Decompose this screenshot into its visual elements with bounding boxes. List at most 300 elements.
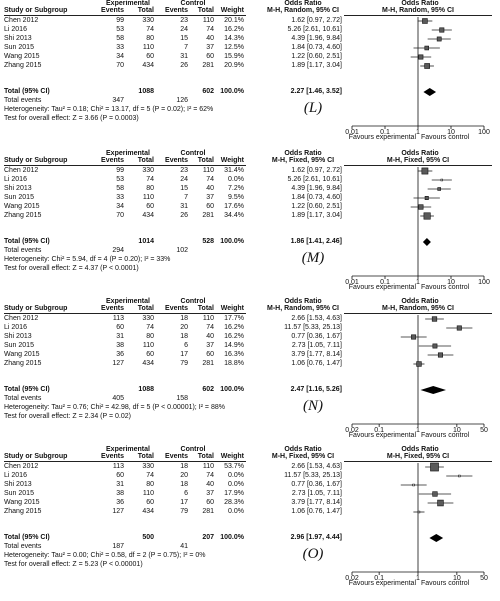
study-odds-ratio: 3.79 [1.77, 8.14] xyxy=(291,351,342,358)
study-weight: 28.3% xyxy=(224,499,244,506)
study-events-ctl: 31 xyxy=(180,203,188,210)
axis-tick-label: 0.01 xyxy=(345,129,359,136)
axis-tick-label: 0.1 xyxy=(374,575,384,582)
column-total-ctl: Total xyxy=(197,157,214,164)
study-name: Chen 2012 xyxy=(4,463,39,470)
study-name: Shi 2013 xyxy=(4,35,32,42)
study-events-exp: 38 xyxy=(116,490,124,497)
study-total-ctl: 74 xyxy=(206,324,214,331)
study-total-exp: 74 xyxy=(146,26,154,33)
axis-tick-label: 0.1 xyxy=(374,427,384,434)
group-header-control: Control xyxy=(180,150,206,157)
odds-ratio-plot-header: Odds Ratio xyxy=(401,446,439,453)
study-point-marker xyxy=(440,28,444,32)
column-events-ctl: Events xyxy=(165,453,188,460)
study-events-ctl: 24 xyxy=(180,176,188,183)
group-header-experimental: Experimental xyxy=(106,150,150,157)
study-total-ctl: 37 xyxy=(206,490,214,497)
study-odds-ratio: 2.73 [1.05, 7.11] xyxy=(291,342,342,349)
study-total-exp: 60 xyxy=(146,203,154,210)
column-total-ctl: Total xyxy=(197,453,214,460)
study-name: Sun 2015 xyxy=(4,490,34,497)
study-events-ctl: 6 xyxy=(184,342,188,349)
column-total-ctl: Total xyxy=(197,305,214,312)
study-events-exp: 127 xyxy=(112,508,124,515)
study-weight: 16.2% xyxy=(224,324,244,331)
study-events-ctl: 15 xyxy=(180,185,188,192)
axis-tick-label: 0.01 xyxy=(345,279,359,286)
column-study: Study or Subgroup xyxy=(4,7,68,14)
study-name: Chen 2012 xyxy=(4,17,39,24)
odds-ratio-plot-header: Odds Ratio xyxy=(401,150,439,157)
total-events-ctl: 126 xyxy=(176,97,188,104)
study-name: Li 2016 xyxy=(4,324,27,331)
study-name: Shi 2013 xyxy=(4,333,32,340)
column-method: M-H, Fixed, 95% CI xyxy=(271,453,335,460)
overall-effect-text: Test for overall effect: Z = 5.23 (P < 0.00001) xyxy=(4,561,143,568)
study-total-ctl: 110 xyxy=(202,167,214,174)
axis-tick-label: 100 xyxy=(478,279,490,286)
study-point-marker xyxy=(417,362,422,367)
study-odds-ratio: 1.84 [0.73, 4.60] xyxy=(291,194,342,201)
study-events-ctl: 20 xyxy=(180,472,188,479)
study-total-ctl: 110 xyxy=(202,463,214,470)
plot-method: M-H, Random, 95% CI xyxy=(382,305,454,312)
study-total-exp: 60 xyxy=(146,53,154,60)
study-total-exp: 434 xyxy=(142,360,154,367)
study-name: Zhang 2015 xyxy=(4,508,42,515)
axis-tick-label: 1 xyxy=(416,575,420,582)
study-total-exp: 110 xyxy=(142,490,154,497)
study-total-exp: 434 xyxy=(142,62,154,69)
study-total-ctl: 74 xyxy=(206,176,214,183)
forest-panel xyxy=(0,448,500,598)
overall-effect-text: Test for overall effect: Z = 2.34 (P = 0.02) xyxy=(4,413,131,420)
study-odds-ratio: 1.84 [0.73, 4.60] xyxy=(291,44,342,51)
study-events-exp: 60 xyxy=(116,324,124,331)
total-events-exp: 347 xyxy=(112,97,124,104)
study-weight: 9.5% xyxy=(228,194,244,201)
group-header-experimental: Experimental xyxy=(106,298,150,305)
study-total-ctl: 60 xyxy=(206,203,214,210)
heterogeneity-text: Heterogeneity: Tau² = 0.76; Chi² = 42.98, df = 5 (P < 0.00001); I² = 88% xyxy=(4,404,225,411)
study-point-marker xyxy=(419,55,423,59)
total-odds-ratio: 1.86 [1.41, 2.46] xyxy=(290,238,342,245)
study-point-marker xyxy=(433,344,437,348)
study-odds-ratio: 4.39 [1.96, 9.84] xyxy=(291,35,342,42)
study-events-exp: 113 xyxy=(112,315,124,322)
study-total-exp: 110 xyxy=(142,194,154,201)
study-total-ctl: 74 xyxy=(206,26,214,33)
overall-effect-text: Test for overall effect: Z = 4.37 (P < 0.0001) xyxy=(4,265,139,272)
study-events-ctl: 6 xyxy=(184,490,188,497)
pooled-effect-diamond xyxy=(423,238,431,246)
study-odds-ratio: 2.73 [1.05, 7.11] xyxy=(291,490,342,497)
column-events-exp: Events xyxy=(101,157,124,164)
plot-method: M-H, Random, 95% CI xyxy=(382,7,454,14)
study-events-ctl: 7 xyxy=(184,44,188,51)
study-total-ctl: 40 xyxy=(206,481,214,488)
study-odds-ratio: 0.77 [0.36, 1.67] xyxy=(291,333,342,340)
total-events-label: Total events xyxy=(4,247,42,254)
study-total-exp: 80 xyxy=(146,35,154,42)
study-total-exp: 330 xyxy=(142,17,154,24)
study-total-exp: 110 xyxy=(142,44,154,51)
study-weight: 14.9% xyxy=(224,342,244,349)
study-point-marker xyxy=(432,317,437,322)
column-weight: Weight xyxy=(220,7,244,14)
heterogeneity-text: Heterogeneity: Tau² = 0.18; Chi² = 13.17, df = 5 (P = 0.02); I² = 62% xyxy=(4,106,214,113)
study-weight: 0.0% xyxy=(228,176,244,183)
study-odds-ratio: 1.22 [0.60, 2.51] xyxy=(291,203,342,210)
study-weight: 18.8% xyxy=(224,360,244,367)
study-total-ctl: 37 xyxy=(206,342,214,349)
study-weight: 0.0% xyxy=(228,508,244,515)
study-events-ctl: 18 xyxy=(180,315,188,322)
column-total-exp: Total xyxy=(137,305,154,312)
study-events-ctl: 18 xyxy=(180,463,188,470)
study-point-marker xyxy=(413,484,415,486)
study-weight: 15.9% xyxy=(224,53,244,60)
total-exp: 1014 xyxy=(138,238,154,245)
study-point-marker xyxy=(437,37,441,41)
study-name: Wang 2015 xyxy=(4,53,40,60)
study-odds-ratio: 0.77 [0.36, 1.67] xyxy=(291,481,342,488)
column-events-ctl: Events xyxy=(165,157,188,164)
study-name: Sun 2015 xyxy=(4,342,34,349)
study-name: Zhang 2015 xyxy=(4,62,42,69)
forest-plot-area xyxy=(0,152,500,302)
axis-tick-label: 0.1 xyxy=(380,279,390,286)
column-study: Study or Subgroup xyxy=(4,305,68,312)
column-events-exp: Events xyxy=(101,305,124,312)
study-weight: 12.5% xyxy=(224,44,244,51)
study-events-exp: 99 xyxy=(116,167,124,174)
study-weight: 0.0% xyxy=(228,481,244,488)
study-total-exp: 74 xyxy=(146,324,154,331)
total-exp: 1088 xyxy=(138,88,154,95)
group-header-control: Control xyxy=(180,0,206,7)
total-label: Total (95% CI) xyxy=(4,534,50,541)
study-total-ctl: 40 xyxy=(206,185,214,192)
odds-ratio-plot-header: Odds Ratio xyxy=(401,0,439,7)
study-total-exp: 330 xyxy=(142,463,154,470)
study-events-exp: 99 xyxy=(116,17,124,24)
forest-panel xyxy=(0,2,500,152)
study-events-ctl: 23 xyxy=(180,167,188,174)
study-total-ctl: 281 xyxy=(202,212,214,219)
study-point-marker xyxy=(457,326,461,330)
study-total-ctl: 40 xyxy=(206,333,214,340)
axis-tick-label: 0.1 xyxy=(380,129,390,136)
study-total-ctl: 60 xyxy=(206,53,214,60)
axis-tick-label: 0.02 xyxy=(345,575,359,582)
study-point-marker xyxy=(438,188,441,191)
study-weight: 34.4% xyxy=(224,212,244,219)
plot-method: M-H, Fixed, 95% CI xyxy=(386,453,450,460)
study-point-marker xyxy=(419,205,424,210)
column-method: M-H, Fixed, 95% CI xyxy=(271,157,335,164)
study-point-marker xyxy=(430,463,438,471)
column-weight: Weight xyxy=(220,453,244,460)
study-events-exp: 58 xyxy=(116,185,124,192)
axis-tick-label: 1 xyxy=(416,427,420,434)
study-name: Chen 2012 xyxy=(4,315,39,322)
study-total-ctl: 37 xyxy=(206,44,214,51)
study-total-ctl: 74 xyxy=(206,472,214,479)
odds-ratio-column-header: Odds Ratio xyxy=(284,0,322,7)
favours-right-label: Favours control xyxy=(421,580,470,587)
study-total-ctl: 110 xyxy=(202,315,214,322)
study-name: Zhang 2015 xyxy=(4,360,42,367)
heterogeneity-text: Heterogeneity: Tau² = 0.00; Chi² = 0.58, df = 2 (P = 0.75); I² = 0% xyxy=(4,552,206,559)
study-total-exp: 434 xyxy=(142,508,154,515)
study-total-exp: 110 xyxy=(142,342,154,349)
panel-label: (N) xyxy=(303,398,323,414)
study-name: Wang 2015 xyxy=(4,351,40,358)
study-weight: 16.2% xyxy=(224,26,244,33)
pooled-effect-diamond xyxy=(429,534,443,542)
study-events-ctl: 17 xyxy=(180,499,188,506)
study-events-ctl: 79 xyxy=(180,360,188,367)
odds-ratio-column-header: Odds Ratio xyxy=(284,150,322,157)
study-name: Shi 2013 xyxy=(4,185,32,192)
study-odds-ratio: 5.26 [2.61, 10.61] xyxy=(287,26,342,33)
total-events-ctl: 102 xyxy=(176,247,188,254)
study-odds-ratio: 5.26 [2.61, 10.61] xyxy=(287,176,342,183)
axis-tick-label: 10 xyxy=(447,279,455,286)
study-point-marker xyxy=(424,213,430,219)
panel-label: (O) xyxy=(302,546,324,562)
group-header-experimental: Experimental xyxy=(106,446,150,453)
study-name: Li 2016 xyxy=(4,26,27,33)
study-total-ctl: 60 xyxy=(206,351,214,358)
study-weight: 31.4% xyxy=(224,167,244,174)
study-name: Chen 2012 xyxy=(4,167,39,174)
group-header-control: Control xyxy=(180,298,206,305)
study-total-exp: 80 xyxy=(146,185,154,192)
panel-label: (L) xyxy=(303,100,323,116)
study-total-exp: 330 xyxy=(142,315,154,322)
study-point-marker xyxy=(425,63,430,68)
total-ctl: 207 xyxy=(202,534,214,541)
study-name: Sun 2015 xyxy=(4,194,34,201)
favours-left-label: Favours experimental xyxy=(348,580,416,587)
study-odds-ratio: 1.89 [1.17, 3.04] xyxy=(291,212,342,219)
total-events-exp: 294 xyxy=(112,247,124,254)
study-point-marker xyxy=(433,492,438,497)
axis-tick-label: 10 xyxy=(447,129,455,136)
total-events-label: Total events xyxy=(4,543,42,550)
study-total-exp: 74 xyxy=(146,472,154,479)
study-odds-ratio: 1.06 [0.76, 1.47] xyxy=(291,508,342,515)
study-events-exp: 70 xyxy=(116,212,124,219)
plot-method: M-H, Fixed, 95% CI xyxy=(386,157,450,164)
favours-left-label: Favours experimental xyxy=(348,284,416,291)
odds-ratio-column-header: Odds Ratio xyxy=(284,298,322,305)
study-total-exp: 80 xyxy=(146,481,154,488)
study-total-ctl: 281 xyxy=(202,508,214,515)
study-name: Sun 2015 xyxy=(4,44,34,51)
study-point-marker xyxy=(441,179,443,181)
forest-panel xyxy=(0,152,500,302)
study-name: Shi 2013 xyxy=(4,481,32,488)
column-weight: Weight xyxy=(220,305,244,312)
total-label: Total (95% CI) xyxy=(4,238,50,245)
study-events-exp: 34 xyxy=(116,203,124,210)
total-ctl: 528 xyxy=(202,238,214,245)
column-events-exp: Events xyxy=(101,7,124,14)
total-events-exp: 405 xyxy=(112,395,124,402)
column-total-exp: Total xyxy=(137,7,154,14)
study-total-exp: 434 xyxy=(142,212,154,219)
total-ctl: 602 xyxy=(202,88,214,95)
study-point-marker xyxy=(438,353,442,357)
study-events-exp: 36 xyxy=(116,351,124,358)
study-odds-ratio: 4.39 [1.96, 9.84] xyxy=(291,185,342,192)
study-point-marker xyxy=(458,475,460,477)
study-point-marker xyxy=(411,335,415,339)
study-events-exp: 53 xyxy=(116,26,124,33)
study-events-exp: 58 xyxy=(116,35,124,42)
axis-tick-label: 1 xyxy=(416,279,420,286)
group-header-experimental: Experimental xyxy=(106,0,150,7)
odds-ratio-plot-header: Odds Ratio xyxy=(401,298,439,305)
forest-plot-area xyxy=(0,448,500,598)
axis-tick-label: 100 xyxy=(478,129,490,136)
study-events-exp: 33 xyxy=(116,44,124,51)
axis-tick-label: 50 xyxy=(480,427,488,434)
study-odds-ratio: 11.57 [5.33, 25.13] xyxy=(284,324,342,331)
study-weight: 14.3% xyxy=(224,35,244,42)
study-events-exp: 33 xyxy=(116,194,124,201)
study-events-exp: 36 xyxy=(116,499,124,506)
total-ctl: 602 xyxy=(202,386,214,393)
study-weight: 53.7% xyxy=(224,463,244,470)
study-weight: 17.6% xyxy=(224,203,244,210)
axis-tick-label: 50 xyxy=(480,575,488,582)
study-events-ctl: 7 xyxy=(184,194,188,201)
study-weight: 16.2% xyxy=(224,333,244,340)
study-total-exp: 80 xyxy=(146,333,154,340)
study-events-ctl: 24 xyxy=(180,26,188,33)
total-events-label: Total events xyxy=(4,395,42,402)
column-study: Study or Subgroup xyxy=(4,157,68,164)
study-weight: 7.2% xyxy=(228,185,244,192)
study-total-ctl: 40 xyxy=(206,35,214,42)
study-name: Zhang 2015 xyxy=(4,212,42,219)
column-total-ctl: Total xyxy=(197,7,214,14)
total-label: Total (95% CI) xyxy=(4,386,50,393)
study-events-exp: 31 xyxy=(116,333,124,340)
study-events-exp: 127 xyxy=(112,360,124,367)
total-events-exp: 187 xyxy=(112,543,124,550)
study-point-marker xyxy=(422,19,427,24)
favours-right-label: Favours control xyxy=(421,432,470,439)
forest-panel xyxy=(0,300,500,450)
favours-right-label: Favours control xyxy=(421,284,470,291)
total-odds-ratio: 2.27 [1.46, 3.52] xyxy=(290,88,342,95)
pooled-effect-diamond xyxy=(421,386,447,394)
study-events-exp: 34 xyxy=(116,53,124,60)
study-odds-ratio: 2.66 [1.53, 4.63] xyxy=(291,463,342,470)
column-events-ctl: Events xyxy=(165,7,188,14)
study-point-marker xyxy=(422,168,428,174)
study-events-ctl: 18 xyxy=(180,481,188,488)
study-total-exp: 330 xyxy=(142,167,154,174)
total-weight: 100.0% xyxy=(220,88,244,95)
total-label: Total (95% CI) xyxy=(4,88,50,95)
total-events-ctl: 41 xyxy=(180,543,188,550)
column-total-exp: Total xyxy=(137,157,154,164)
study-odds-ratio: 1.06 [0.76, 1.47] xyxy=(291,360,342,367)
column-events-exp: Events xyxy=(101,453,124,460)
column-events-ctl: Events xyxy=(165,305,188,312)
study-odds-ratio: 1.22 [0.60, 2.51] xyxy=(291,53,342,60)
odds-ratio-column-header: Odds Ratio xyxy=(284,446,322,453)
column-weight: Weight xyxy=(220,157,244,164)
study-weight: 17.7% xyxy=(224,315,244,322)
forest-plot-area xyxy=(0,300,500,450)
total-weight: 100.0% xyxy=(220,386,244,393)
study-odds-ratio: 3.79 [1.77, 8.14] xyxy=(291,499,342,506)
study-events-ctl: 15 xyxy=(180,35,188,42)
study-weight: 17.9% xyxy=(224,490,244,497)
study-events-ctl: 23 xyxy=(180,17,188,24)
study-events-ctl: 20 xyxy=(180,324,188,331)
column-study: Study or Subgroup xyxy=(4,453,68,460)
axis-tick-label: 1 xyxy=(416,129,420,136)
total-weight: 100.0% xyxy=(220,534,244,541)
study-name: Li 2016 xyxy=(4,176,27,183)
study-total-ctl: 281 xyxy=(202,62,214,69)
axis-tick-label: 0.02 xyxy=(345,427,359,434)
study-events-ctl: 17 xyxy=(180,351,188,358)
study-total-exp: 60 xyxy=(146,499,154,506)
total-weight: 100.0% xyxy=(220,238,244,245)
study-total-ctl: 110 xyxy=(202,17,214,24)
study-events-exp: 38 xyxy=(116,342,124,349)
overall-effect-text: Test for overall effect: Z = 3.66 (P = 0.0003) xyxy=(4,115,139,122)
study-point-marker xyxy=(425,46,429,50)
study-total-ctl: 37 xyxy=(206,194,214,201)
study-total-ctl: 281 xyxy=(202,360,214,367)
study-total-exp: 74 xyxy=(146,176,154,183)
study-events-exp: 60 xyxy=(116,472,124,479)
study-events-ctl: 79 xyxy=(180,508,188,515)
study-weight: 20.9% xyxy=(224,62,244,69)
study-point-marker xyxy=(418,511,420,513)
column-method: M-H, Random, 95% CI xyxy=(267,305,339,312)
study-events-exp: 70 xyxy=(116,62,124,69)
total-odds-ratio: 2.47 [1.16, 5.26] xyxy=(290,386,342,393)
total-exp: 1088 xyxy=(138,386,154,393)
pooled-effect-diamond xyxy=(423,88,436,96)
favours-right-label: Favours control xyxy=(421,134,470,141)
forest-plot-area xyxy=(0,2,500,152)
study-events-ctl: 26 xyxy=(180,212,188,219)
axis-tick-label: 10 xyxy=(452,575,461,582)
favours-left-label: Favours experimental xyxy=(348,134,416,141)
study-events-exp: 53 xyxy=(116,176,124,183)
study-name: Li 2016 xyxy=(4,472,27,479)
panel-label: (M) xyxy=(301,250,325,266)
study-total-exp: 60 xyxy=(146,351,154,358)
total-events-label: Total events xyxy=(4,97,42,104)
study-name: Wang 2015 xyxy=(4,499,40,506)
study-point-marker xyxy=(438,500,444,506)
column-method: M-H, Random, 95% CI xyxy=(267,7,339,14)
